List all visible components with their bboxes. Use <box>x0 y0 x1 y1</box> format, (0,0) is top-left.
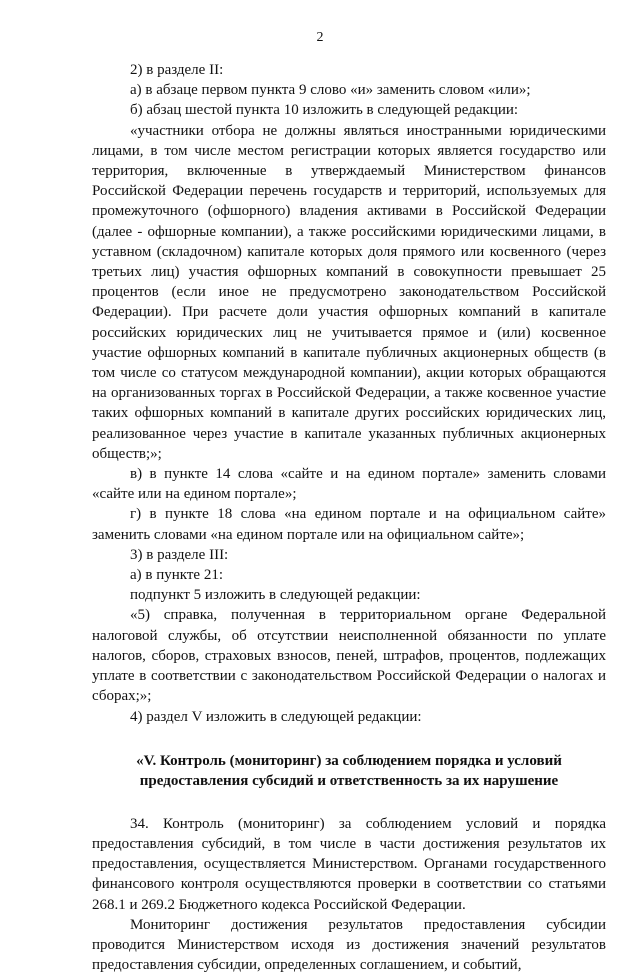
paragraph-tax-certificate: «5) справка, полученная в территориальном органе Федеральной налоговой службы, об отсутствии неисполненной обязанности по уплате налогов, сборов, страховых взносов, пеней, штрафов, процентов, подлежащих уплате в соответствии с законодательством Российской Федерации о налогах и сборах;»; <box>92 607 606 705</box>
section-heading-line-2: предоставления субсидий и ответственность за их нарушение <box>139 773 559 790</box>
section-heading <box>92 751 606 792</box>
paragraph-item-g: г) в пункте 18 слова «на едином портале и на официальном сайте» заменить словами «на едином портале или на официальном сайте»; <box>92 506 606 543</box>
paragraph-section-3: 3) в разделе III: <box>130 546 229 563</box>
paragraph-subpoint-5: подпункт 5 изложить в следующей редакции: <box>130 587 421 604</box>
paragraph-point-34: 34. Контроль (мониторинг) за соблюдением условий и порядка предоставления субсидий, в том числе в части достижения результатов их предоставления, осуществляется Министерством. Органами государственного финансового контроля осуществляются проверки в соответствии со статьями 268.1 и 269.2 Бюджетного кодекса Российской Федерации. <box>92 815 606 913</box>
paragraph-section-2: 2) в разделе II: <box>130 62 224 78</box>
paragraph-section-5: 4) раздел V изложить в следующей редакции: <box>130 708 422 725</box>
section-heading-line-1: «V. Контроль (мониторинг) за соблюдением порядка и условий <box>136 752 562 769</box>
document-body <box>92 60 606 975</box>
paragraph-item-b: б) абзац шестой пункта 10 изложить в следующей редакции: <box>130 102 519 119</box>
paragraph-point-21: а) в пункте 21: <box>130 567 224 584</box>
paragraph-item-a: а) в абзаце первом пункта 9 слово «и» заменить словом «или»; <box>130 82 531 99</box>
paragraph-monitoring: Мониторинг достижения результатов предоставления субсидии проводится Министерством исходя из достижения значений результатов предоставления субсидии, определенных соглашением, и событий, <box>92 916 606 974</box>
page-number: 2 <box>316 30 324 45</box>
paragraph-item-v: в) в пункте 14 слова «сайте и на едином портале» заменить словами «сайте или на едином портале»; <box>92 466 606 503</box>
paragraph-offshore-clause: «участники отбора не должны являться иностранными юридическими лицами, в том числе местом регистрации которых является государство или территория, включенные в утверждаемый Министерством финансов Российской Федерации перечень государств и территорий, используемых для промежуточного (офшорного) владения активами в Российской Федерации (далее - офшорные компании), а также российскими юридическими лицами, в уставном (складочном) капитале которых доля прямого или косвенного (через третьих лиц) участия офшорных компаний в совокупности превышает 25 процентов (если иное не предусмотрено законодательством Российской Федерации). При расчете доли участия офшорных компаний в капитале российских юридических лиц не учитывается прямое и (или) косвенное участие офшорных компаний в капитале публичных акционерных обществ (в том числе со статусом международной компании), акции которых обращаются на организованных торгах в Российской Федерации, а также косвенное участие таких офшорных компаний в капитале других российских юридических лиц, реализованное через участие в капитале указанных публичных акционерных обществ;»; <box>92 122 606 462</box>
